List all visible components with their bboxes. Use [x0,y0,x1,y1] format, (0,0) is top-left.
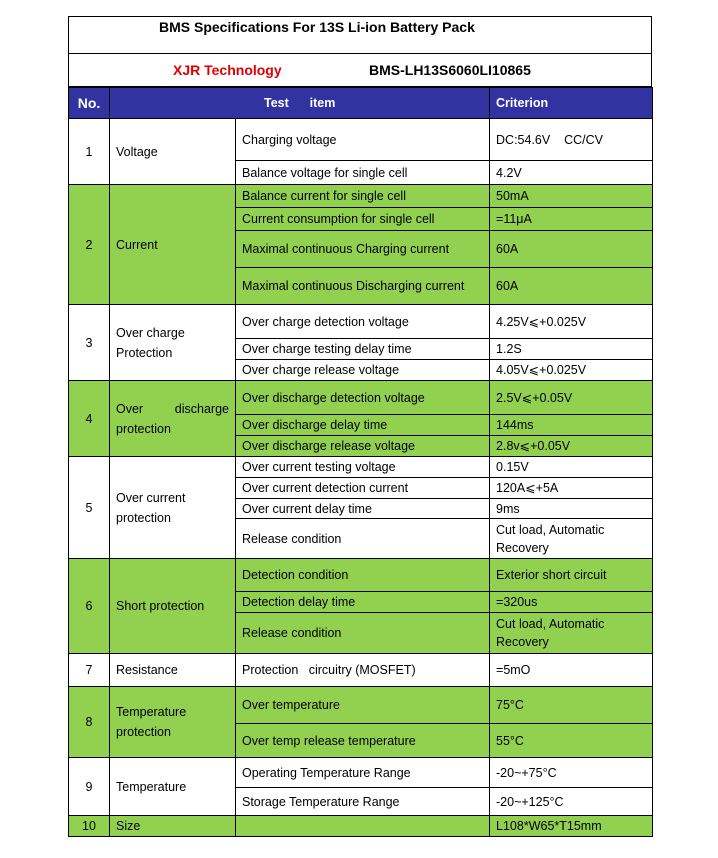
item-number: 9 [69,758,110,816]
item-category: Short protection [110,559,236,654]
test-item: Over current detection current [236,478,490,499]
criterion-value: 4.2V [490,161,653,185]
model-number: BMS-LH13S6060LI10865 [369,62,531,78]
item-number: 2 [69,185,110,305]
test-item: Maximal continuous Charging current [236,231,490,268]
criterion-value: L108*W65*T15mm [490,816,653,837]
criterion-value: 50mA [490,185,653,208]
table-row [69,758,653,788]
test-item: Balance voltage for single cell [236,161,490,185]
criterion-value: =320us [490,592,653,613]
test-item: Protection circuitry (MOSFET) [236,654,490,687]
test-item: Over current testing voltage [236,457,490,478]
criterion-value: 60A [490,231,653,268]
criterion-value: 2.5V⩽+0.05V [490,381,653,415]
item-category: Temperature [110,758,236,816]
item-category: Over discharge protection [110,381,236,457]
criterion-value: 2.8v⩽+0.05V [490,436,653,457]
test-item [236,816,490,837]
criterion-value: =5mO [490,654,653,687]
test-item: Balance current for single cell [236,185,490,208]
header-row [69,88,653,119]
criterion-value: 75°C [490,687,653,724]
criterion-value: =11μA [490,208,653,231]
test-item: Current consumption for single cell [236,208,490,231]
criterion-value: Exterior short circuit [490,559,653,592]
test-item: Detection condition [236,559,490,592]
test-item: Over charge detection voltage [236,305,490,339]
item-number: 5 [69,457,110,559]
item-number: 3 [69,305,110,381]
criterion-value: -20~+75°C [490,758,653,788]
table-row [69,381,653,415]
header-no: No. [69,88,110,119]
criterion-value: 120A⩽+5A [490,478,653,499]
table-row [69,687,653,724]
test-item: Over temperature [236,687,490,724]
header-test-item: Test item [110,88,490,119]
item-category: Size [110,816,236,837]
table-row [69,305,653,339]
table-row [69,654,653,687]
criterion-value: DC:54.6V CC/CV [490,119,653,161]
item-number: 1 [69,119,110,185]
criterion-value: 1.2S [490,339,653,360]
test-item: Over discharge detection voltage [236,381,490,415]
criterion-value: 0.15V [490,457,653,478]
test-item: Operating Temperature Range [236,758,490,788]
item-category: Resistance [110,654,236,687]
table-row [69,185,653,208]
criterion-value: 9ms [490,499,653,519]
table-row [69,816,653,837]
criterion-value: 60A [490,268,653,305]
test-item: Storage Temperature Range [236,788,490,816]
criterion-value: Cut load, Automatic Recovery [490,519,653,559]
sheet-title: BMS Specifications For 13S Li-ion Battery Pack [68,16,652,54]
table-row [69,119,653,161]
test-item: Charging voltage [236,119,490,161]
item-category: Current [110,185,236,305]
criterion-value: 144ms [490,415,653,436]
test-item: Release condition [236,613,490,654]
spec-table [68,87,653,837]
item-category: Over charge Protection [110,305,236,381]
item-category: Temperature protection [110,687,236,758]
test-item: Release condition [236,519,490,559]
item-number: 8 [69,687,110,758]
spec-table-body [69,119,653,837]
test-item: Over current delay time [236,499,490,519]
item-category: Over current protection [110,457,236,559]
test-item: Maximal continuous Discharging current [236,268,490,305]
spec-sheet [68,16,652,837]
table-row [69,559,653,592]
test-item: Over charge testing delay time [236,339,490,360]
test-item: Over charge release voltage [236,360,490,381]
company-name: XJR Technology [173,62,282,78]
table-row [69,457,653,478]
item-number: 7 [69,654,110,687]
criterion-value: 4.25V⩽+0.025V [490,305,653,339]
criterion-value: -20~+125°C [490,788,653,816]
test-item: Detection delay time [236,592,490,613]
test-item: Over discharge release voltage [236,436,490,457]
test-item: Over temp release temperature [236,724,490,758]
header-criterion: Criterion [490,88,653,119]
item-number: 4 [69,381,110,457]
criterion-value: 55°C [490,724,653,758]
item-number: 10 [69,816,110,837]
criterion-value: Cut load, Automatic Recovery [490,613,653,654]
test-item: Over discharge delay time [236,415,490,436]
item-number: 6 [69,559,110,654]
criterion-value: 4.05V⩽+0.025V [490,360,653,381]
item-category: Voltage [110,119,236,185]
company-row [68,54,652,87]
